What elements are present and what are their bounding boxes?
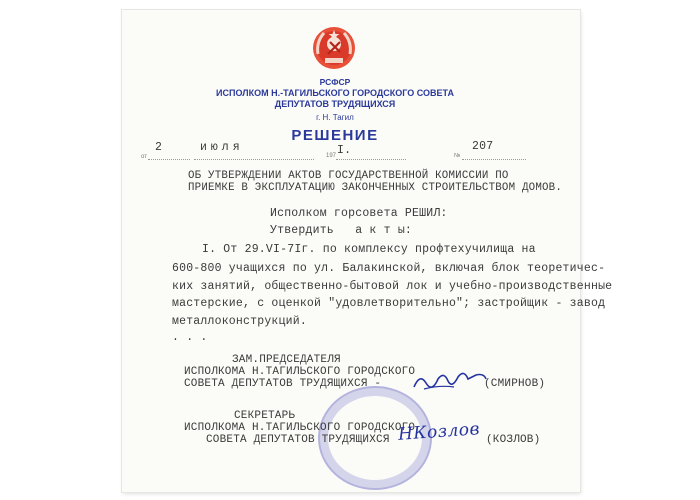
approve-line: Утвердить а к т ы:	[270, 224, 413, 237]
item-line: 600-800 учащихся по ул. Балакинской, включая блок теоретичес-	[172, 262, 606, 275]
from-label: от	[141, 154, 147, 160]
resolved-line: Исполком горсовета РЕШИЛ:	[270, 207, 448, 220]
org-name-line1: ИСПОЛКОМ Н.-ТАГИЛЬСКОГО ГОРОДСКОГО СОВЕТА	[216, 88, 454, 98]
deputy-title-line: СОВЕТА ДЕПУТАТОВ ТРУДЯЩИХСЯ -	[184, 378, 382, 390]
secretary-name: (КОЗЛОВ)	[486, 434, 541, 446]
secretary-title-line: СОВЕТА ДЕПУТАТОВ ТРУДЯЩИХСЯ	[206, 434, 390, 446]
subject-line1: ОБ УТВЕРЖДЕНИИ АКТОВ ГОСУДАРСТВЕННОЙ КОМИССИИ ПО	[188, 170, 509, 182]
item-line: I. От 29.VI-7Iг. по комплексу профтехучилища на	[202, 243, 536, 256]
number-line	[462, 159, 526, 160]
rsfsr-emblem-icon	[310, 24, 358, 72]
item-line: мастерские, с оценкой "удовлетворительно"; застройщик - завод	[172, 297, 606, 310]
date-day-line	[148, 159, 190, 160]
item-line: металлоконструкций.	[172, 315, 307, 328]
secretary-signature: НКозлов	[397, 419, 481, 445]
number-label: №	[454, 153, 461, 159]
deputy-title-line: ЗАМ.ПРЕДСЕДАТЕЛЯ	[232, 354, 341, 366]
secretary-title-line: ИСПОЛКОМА Н.ТАГИЛЬСКОГО ГОРОДСКОГО	[184, 422, 416, 434]
item-line: ких занятий, общественно-бытовой лок и учебно-производственные	[172, 280, 613, 293]
secretary-title-line: СЕКРЕТАРЬ	[234, 410, 296, 422]
document-title: РЕШЕНИЕ	[291, 127, 379, 144]
org-name-line2: ДЕПУТАТОВ ТРУДЯЩИХСЯ	[274, 99, 396, 109]
city-label: г. Н. Тагил	[316, 113, 354, 122]
ellipsis: . . .	[172, 331, 208, 344]
deputy-signature	[410, 365, 490, 395]
subject-line2: ПРИЕМКЕ В ЭКСПЛУАТАЦИЮ ЗАКОНЧЕННЫХ СТРОИТЕЛЬСТВОМ ДОМОВ.	[188, 182, 563, 194]
deputy-name: (СМИРНОВ)	[484, 378, 546, 390]
year-digit: I.	[337, 144, 352, 157]
date-month: июля	[200, 141, 244, 154]
deputy-title-line: ИСПОЛКОМА Н.ТАГИЛЬСКОГО ГОРОДСКОГО	[184, 366, 416, 378]
decision-number: 207	[472, 140, 494, 153]
year-prefix: 197	[326, 153, 337, 159]
year-line	[336, 159, 406, 160]
date-month-line	[194, 159, 314, 160]
date-day: 2	[155, 141, 163, 154]
republic-label: РСФСР	[319, 77, 351, 87]
